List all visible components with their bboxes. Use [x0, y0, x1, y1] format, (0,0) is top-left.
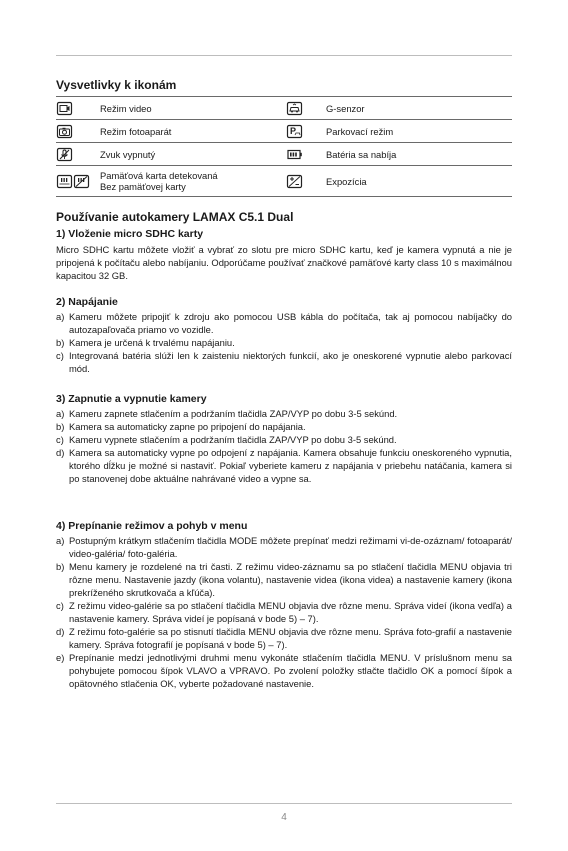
battery-charging-icon: [286, 147, 303, 162]
list-item: b) Menu kamery je rozdelené na tri časti. Z režimu video-záznamu sa po stlačení tlačidla MENU objavia tri rôzne menu. Nastavenie jazdy (ikona volantu), nastavenie videa (ikona videa) a nastavenie kamery (ikona prekríženého skrutkovača a kľúča).: [56, 561, 512, 598]
list-item: a) Kameru môžete pripojiť k zdroju ako pomocou USB kábla do počítača, tak aj pomocou nabíjačky do autozapaľovača priamo vo vozidle.: [56, 311, 512, 335]
legend-label: Bez pamäťovej karty: [100, 181, 186, 192]
section-heading: 1) Vloženie micro SDHC karty: [56, 228, 204, 240]
legend-label: Zvuk vypnutý: [100, 143, 286, 166]
exposure-icon: [286, 174, 303, 189]
list-item: a) Kameru zapnete stlačením a podržaním tlačidla ZAP/VYP po dobu 3-5 sekúnd.: [56, 408, 398, 419]
list-item: c) Integrovaná batéria slúži len k zaisteniu niektorých funkcií, ako je oneskorené vypnutie alebo parkovací mód.: [56, 350, 512, 374]
video-mode-icon: [56, 101, 73, 116]
top-rule: [56, 55, 512, 56]
mic-muted-icon: [56, 147, 73, 162]
bottom-rule: [56, 803, 512, 804]
legend-label: Expozícia: [326, 166, 512, 197]
section-list: [56, 534, 512, 690]
list-item: c) Z režimu video-galérie sa po stlačení tlačidla MENU objavia dve rôzne menu. Správa videí (ikona vedľa) a nastavenie kamery. Správa videí je popísaná v bode 5) – 7).: [56, 600, 512, 624]
legend-row: [56, 166, 512, 197]
legend-title: Vysvetlivky k ikonám: [56, 78, 177, 92]
svg-text:P: P: [290, 125, 297, 136]
g-sensor-icon: [286, 101, 303, 116]
photo-mode-icon: [56, 124, 73, 139]
list-item: a) Postupným krátkym stlačením tlačidla MODE môžete prepínať medzi režimami vi-de-ozáznam/ fotoaparát/ video-galéria/ foto-galéria.: [56, 535, 512, 559]
list-item: b) Kamera je určená k trvalému napájaniu.: [56, 337, 235, 348]
list-item: c) Kameru vypnete stlačením a podržaním tlačidla ZAP/VYP po dobu 3-5 sekúnd.: [56, 434, 397, 445]
legend-label: Batéria sa nabíja: [326, 143, 512, 166]
list-item: b) Kamera sa automaticky zapne po pripojení do napájania.: [56, 421, 306, 432]
section-heading: 2) Napájanie: [56, 296, 118, 308]
legend-label: Režim video: [100, 97, 286, 120]
icon-legend-table: [56, 96, 512, 197]
section-heading: 4) Prepínanie režimov a pohyb v menu: [56, 520, 248, 532]
section-list: [56, 310, 512, 375]
section-list: [56, 407, 512, 485]
memory-card-icon: [56, 174, 90, 185]
section-paragraph: Micro SDHC kartu môžete vložiť a vybrať zo slotu pre micro SDHC kartu, keď je kamera vypnutá a nie je pripojená k počítaču alebo nabíjaniu. Odporúčame používať značkové pamäťové karty class 10 s maximálnou kapacitou 32 GB.: [56, 244, 512, 281]
usage-title: Používanie autokamery LAMAX C5.1 Dual: [56, 210, 294, 224]
legend-label: Režim fotoaparát: [100, 120, 286, 143]
legend-row: [56, 143, 512, 166]
list-item: e) Prepínanie medzi jednotlivými druhmi menu vykonáte stlačením tlačidla MENU. V príslušnom menu sa pohybujete pomocou šípok VLAVO a VPRAVO. Po zvolení položky stlačte tlačidlo OK a pomocí šípok a opätovného stlačenia OK, vyberte požadované nastavenie.: [56, 652, 512, 689]
legend-row: [56, 120, 512, 143]
legend-label: G-senzor: [326, 97, 512, 120]
list-item: d) Z režimu foto-galérie sa po stisnutí tlačidla MENU objavia dve rôzne menu. Správa foto-grafií a nastavenie kamery. Správa fotografií je popísaná v bode 5) – 7).: [56, 626, 512, 650]
legend-label: Pamäťová karta detekovaná: [100, 170, 218, 181]
list-item: d) Kamera sa automaticky vypne po odpojení z napájania. Kamera obsahuje funkciu oneskoreného vypnutia, ktorého dĺžku je možné si nastaviť. Pokiaľ vyberiete kameru z napájania v priebehu natáčania, kamera si po stanovenej dobe aktuálne nahrávané video a vypne sa.: [56, 447, 512, 484]
page-number: 4: [281, 812, 287, 823]
legend-row: [56, 97, 512, 120]
legend-label: Parkovací režim: [326, 120, 512, 143]
parking-mode-icon: [286, 124, 303, 139]
section-heading: 3) Zapnutie a vypnutie kamery: [56, 393, 207, 405]
